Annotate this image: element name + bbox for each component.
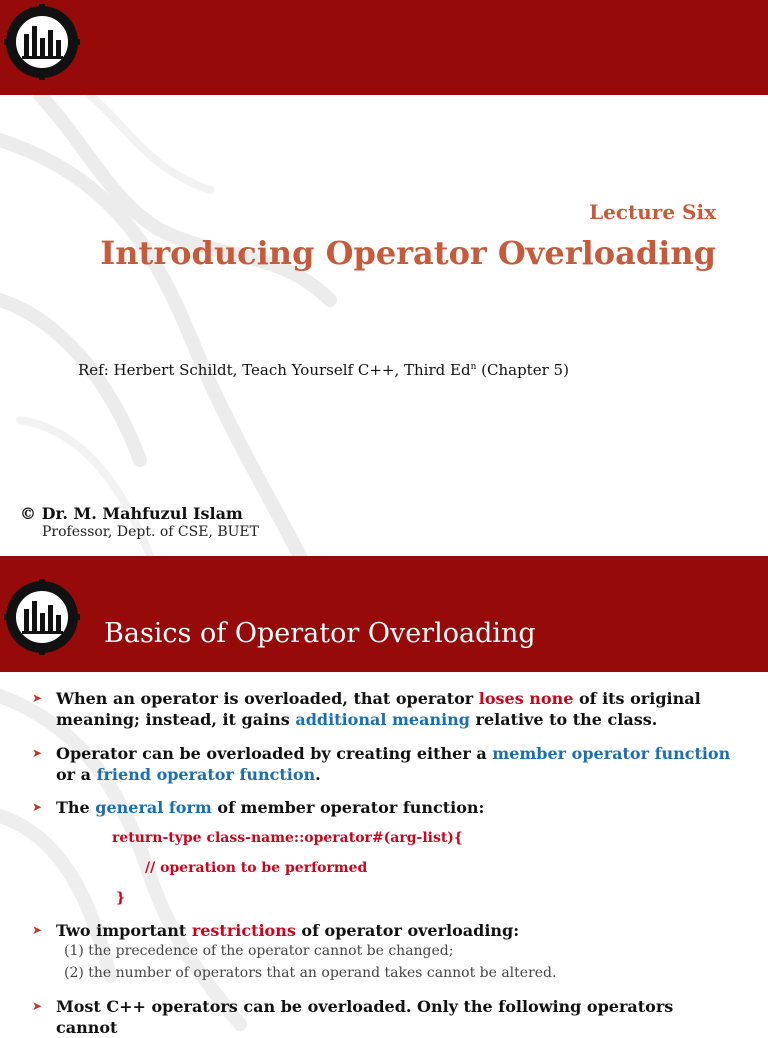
bullet-text: or a: [56, 765, 97, 784]
bullet-text: Operator can be overloaded by creating either a: [56, 744, 493, 763]
bullet-text: Most C++ operators can be overloaded. Only the following operators cannot: [56, 997, 674, 1037]
arrow-bullet-icon: ➤: [32, 999, 43, 1013]
author-name: © Dr. M. Mahfuzul Islam: [20, 504, 243, 523]
restriction-1: (1) the precedence of the operator cannot be changed;: [64, 943, 454, 959]
bullet-text: When an operator is overloaded, that operator: [56, 689, 479, 708]
lecture-label: Lecture Six: [589, 200, 716, 224]
bullet-4: [32, 920, 736, 941]
highlight-text: additional meaning: [295, 710, 470, 729]
code-line-3: }: [116, 890, 126, 906]
bullet-text: The: [56, 798, 96, 817]
bullet-text: .: [315, 765, 321, 784]
highlight-text: general form: [95, 798, 212, 817]
arrow-bullet-icon: ➤: [32, 746, 43, 760]
bullet-text: relative to the class.: [469, 710, 658, 729]
restriction-2: (2) the number of operators that an operand takes cannot be altered.: [64, 965, 557, 981]
reference-superscript: n: [470, 362, 477, 372]
highlight-text: loses none: [478, 689, 574, 708]
highlight-text: member operator function: [492, 744, 731, 763]
arrow-bullet-icon: ➤: [32, 923, 43, 937]
bullet-text: of operator overloading:: [295, 921, 520, 940]
highlight-text: friend operator function: [96, 765, 316, 784]
reference-text: Ref: Herbert Schildt, Teach Yourself C++, Third Ed: [78, 361, 471, 379]
bullet-2: [32, 743, 736, 785]
arrow-bullet-icon: ➤: [32, 800, 43, 814]
reference-line: [78, 361, 569, 379]
header-banner: [0, 556, 768, 672]
bullet-5: [32, 996, 736, 1038]
highlight-text: restrictions: [191, 921, 296, 940]
bullet-text: Two important: [56, 921, 192, 940]
author-affiliation: Professor, Dept. of CSE, BUET: [42, 524, 259, 540]
content-slide: [0, 556, 768, 1037]
arrow-bullet-icon: ➤: [32, 691, 43, 705]
bullet-text: of member operator function:: [211, 798, 485, 817]
bullet-text: of its original meaning; instead, it gains: [56, 689, 701, 729]
buet-gear-logo: [4, 4, 80, 80]
slide-title: Basics of Operator Overloading: [104, 618, 536, 649]
header-banner: [0, 0, 768, 95]
slide-title: Introducing Operator Overloading: [100, 234, 716, 272]
bullet-1: [32, 688, 736, 730]
buet-gear-logo: [4, 579, 80, 655]
bullet-3: [32, 797, 736, 818]
reference-chapter: (Chapter 5): [476, 361, 569, 379]
code-line-2: // operation to be performed: [145, 860, 368, 876]
code-line-1: return-type class-name::operator#(arg-list){: [112, 830, 463, 846]
